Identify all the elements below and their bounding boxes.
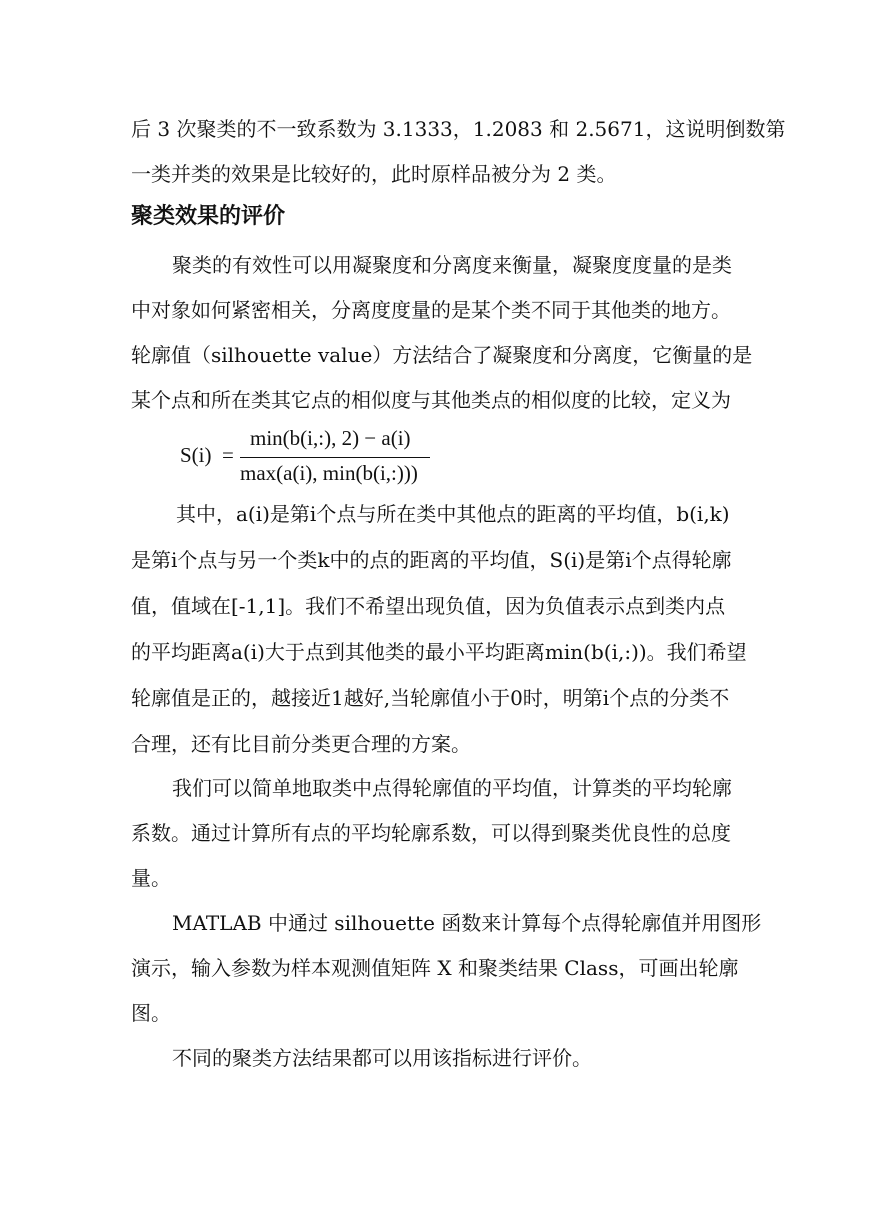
formula-numerator: min(b(i,:), 2) − a(i)	[250, 426, 411, 450]
fraction-bar	[240, 457, 430, 458]
text-line: 演示，输入参数为样本观测值矩阵 X 和聚类结果 Class，可画出轮廓	[131, 956, 739, 980]
text-line: 聚类的有效性可以用凝聚度和分离度来衡量，凝聚度度量的是类	[172, 253, 732, 277]
text-line: MATLAB 中通过 silhouette 函数来计算每个点得轮廓值并用图形	[172, 911, 762, 935]
text-line: 是第i个点与另一个类k中的点的距离的平均值，S(i)是第i个点得轮廓	[131, 548, 732, 572]
text-line: 轮廓值是正的，越接近1越好,当轮廓值小于0时，明第i个点的分类不	[131, 686, 730, 710]
text-line: 一类并类的效果是比较好的，此时原样品被分为 2 类。	[131, 162, 617, 186]
formula-lhs: S(i)	[180, 443, 212, 467]
text-line: 某个点和所在类其它点的相似度与其他类点的相似度的比较，定义为	[131, 388, 731, 412]
silhouette-formula	[180, 424, 440, 490]
text-line: 量。	[131, 866, 171, 890]
text-line: 值，值域在[-1,1]。我们不希望出现负值，因为负值表示点到类内点	[131, 594, 726, 618]
formula-equals: =	[222, 443, 234, 467]
text-line: 中对象如何紧密相关，分离度度量的是某个类不同于其他类的地方。	[131, 298, 731, 322]
text-line: 系数。通过计算所有点的平均轮廓系数，可以得到聚类优良性的总度	[131, 821, 731, 845]
text-line: 我们可以简单地取类中点得轮廓值的平均值，计算类的平均轮廓	[172, 776, 732, 800]
text-line: 合理，还有比目前分类更合理的方案。	[131, 732, 471, 756]
formula-denominator: max(a(i), min(b(i,:)))	[240, 461, 418, 485]
text-line: 后 3 次聚类的不一致系数为 3.1333，1.2083 和 2.5671，这说明倒数第	[131, 117, 786, 141]
text-line: 轮廓值（silhouette value）方法结合了凝聚度和分离度，它衡量的是	[131, 343, 753, 367]
text-line: 图。	[131, 1001, 171, 1025]
text-line: 其中，a(i)是第i个点与所在类中其他点的距离的平均值，b(i,k)	[176, 502, 730, 526]
text-line: 不同的聚类方法结果都可以用该指标进行评价。	[172, 1046, 592, 1070]
section-heading: 聚类效果的评价	[131, 204, 286, 229]
text-line: 的平均距离a(i)大于点到其他类的最小平均距离min(b(i,:))。我们希望	[131, 640, 747, 664]
